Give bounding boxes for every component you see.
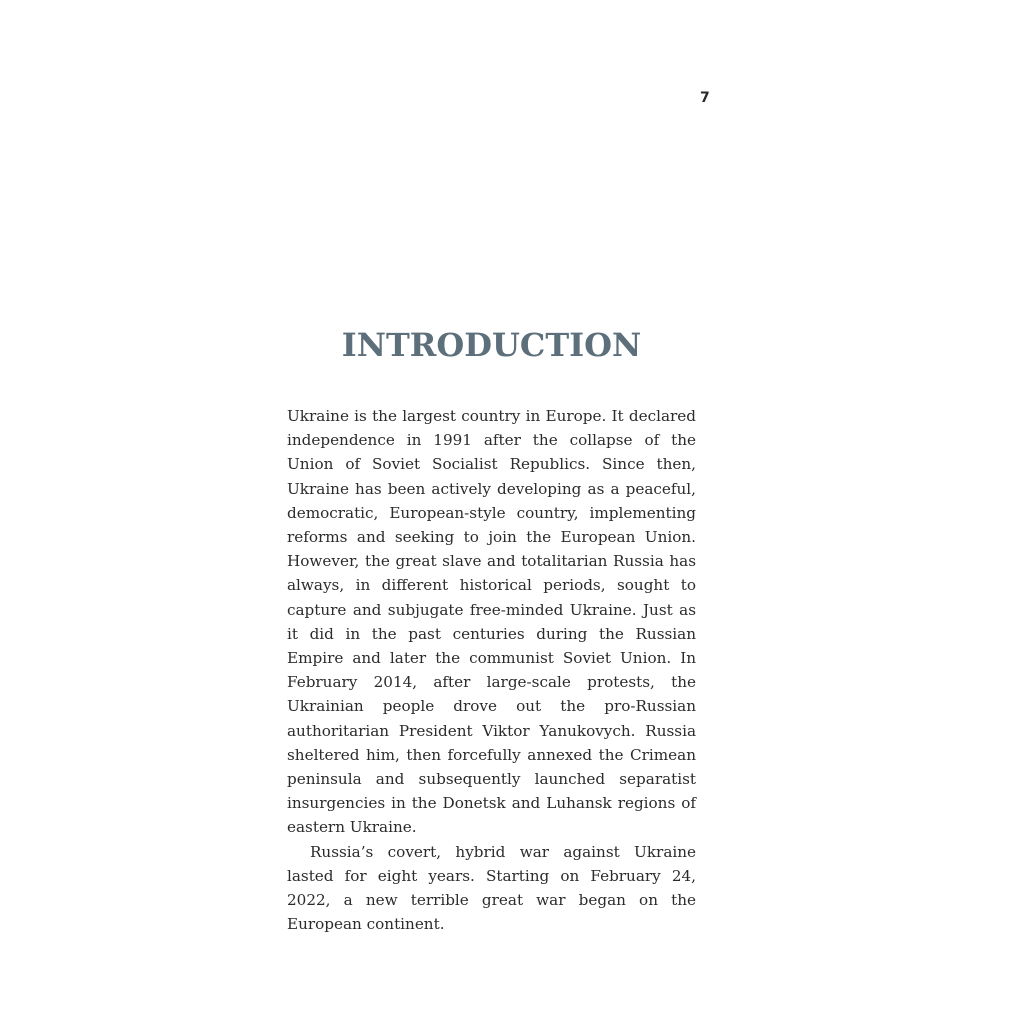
body-text	[287, 404, 696, 936]
page-number: 7	[700, 90, 710, 106]
paragraph: Russia’s covert, hybrid war against Ukraine lasted for eight years. Starting on February 24, 2022, a new terrible great war began on the European continent.	[287, 842, 696, 934]
chapter-title: INTRODUCTION	[341, 326, 642, 364]
paragraph: Ukraine is the largest country in Europe. It declared independence in 1991 after the collapse of the Union of Soviet Socialist Republics. Since then, Ukraine has been actively developing as a peaceful, democratic, European-style country, implementing reforms and seeking to join the European Union. However, the great slave and totalitarian Russia has always, in different historical periods, sought to capture and subjugate free-minded Ukraine. Just as it did in the past centuries during the Russian Empire and later the communist Soviet Union. In February 2014, after large-scale protests, the Ukrainian people drove out the pro-Russian authoritarian President Viktor Yanukovych. Russia sheltered him, then forcefully annexed the Crimean peninsula and subsequently launched separatist insurgencies in the Donetsk and Luhansk regions of eastern Ukraine.	[287, 407, 696, 837]
